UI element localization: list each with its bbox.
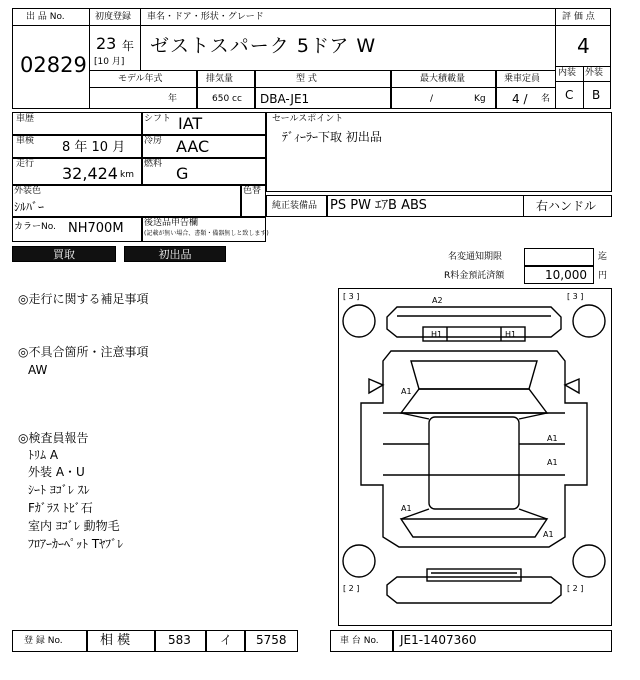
reg-div-3 — [205, 630, 207, 652]
defects-title: ◎不具合箇所・注意事項 — [18, 345, 149, 359]
first-reg-year-unit: 年 — [122, 39, 135, 53]
color-no-label: カラーNo. — [14, 222, 56, 232]
reg-div-4 — [244, 630, 246, 652]
name-change-label: 名変通知期限 — [448, 252, 503, 262]
name-change-unit: 迄 — [598, 252, 608, 262]
ext-color-label: 外装色 — [14, 186, 42, 196]
driving-title: ◎走行に関する補足事項 — [18, 292, 149, 306]
front-bumper — [387, 307, 561, 337]
spec-value-row — [89, 87, 556, 109]
displacement-value: 650 cc — [212, 94, 242, 104]
recycle-value: 10,000 — [545, 268, 587, 282]
mileage-label: 走行 — [16, 159, 35, 169]
equipment-label: 純正装備品 — [272, 201, 318, 211]
fuel-label: 燃料 — [144, 159, 163, 169]
load-unit: Kg — [474, 94, 486, 104]
details-div-color — [240, 184, 242, 216]
lot-number: 02829 — [20, 53, 87, 77]
car-name: ゼストスパーク 5ドア W — [150, 35, 377, 57]
mileage-value: 32,424 — [62, 164, 118, 183]
spec-div-3 — [390, 70, 392, 109]
capacity-unit: 名 — [541, 94, 551, 104]
mark-a1-front-left: A1 — [401, 387, 412, 396]
color-change-label: 色替 — [243, 186, 262, 196]
score-value: 4 — [577, 34, 590, 58]
recycle-unit: 円 — [598, 271, 608, 281]
equipment-div — [326, 195, 328, 217]
first-listing-badge: 初出品 — [124, 246, 226, 262]
inspection-value: 8 年 10 月 — [62, 140, 126, 155]
reg-label: 登 録 No. — [24, 636, 63, 646]
exterior-grade: B — [592, 88, 601, 102]
fuel-value: G — [176, 164, 189, 183]
buy-badge: 買取 — [12, 246, 116, 262]
capacity-label: 乗車定員 — [504, 74, 541, 84]
reg-div-1 — [86, 630, 88, 652]
reg-class: 583 — [168, 633, 191, 647]
spec-div-4 — [495, 70, 497, 109]
load-label: 最大積載量 — [420, 74, 466, 84]
details-div-colorno — [141, 216, 143, 242]
interior-label: 内装 — [558, 68, 577, 78]
type-label: 型 式 — [296, 74, 317, 84]
displacement-label: 排気量 — [206, 74, 234, 84]
reg-area: 相 模 — [100, 633, 131, 648]
details-div-h3 — [12, 184, 266, 186]
model-year-label: モデル年式 — [118, 74, 163, 84]
spec-div-2 — [254, 70, 256, 109]
sales-point-label: セールスポイント — [272, 114, 344, 124]
equipment-value: PS PW ｴｱB ABS — [330, 198, 427, 213]
inspector-line-6: ﾌﾛｱｰｶｰﾍﾟｯﾄ Tﾔﾌﾞﾚ — [28, 537, 124, 551]
ac-label: 冷房 — [144, 136, 163, 146]
inspector-line-4: Fｶﾞﾗｽ ﾄﾋﾞ石 — [28, 501, 93, 515]
reg-div-2 — [154, 630, 156, 652]
inspector-line-1: ﾄﾘﾑ A — [28, 448, 59, 462]
mark-a1-rear-right: A1 — [543, 530, 554, 539]
first-reg-label: 初度登録 — [95, 12, 132, 22]
details-div-v — [141, 112, 143, 184]
br-label: [ 2 ] — [567, 584, 584, 593]
car-body — [361, 351, 587, 547]
lot-label: 出 品 No. — [26, 12, 65, 22]
shift-label: シフト — [144, 114, 172, 124]
first-reg-year: 23 — [96, 34, 117, 53]
shift-value: IAT — [178, 114, 203, 133]
score-label: 評 価 点 — [562, 12, 595, 22]
first-reg-month: [10 月] — [94, 57, 125, 67]
load-value: / — [430, 94, 434, 104]
model-year-unit: 年 — [168, 94, 178, 104]
car-name-header: 車名・ドア・形状・グレード — [147, 12, 264, 22]
wheel-rear-left — [343, 545, 375, 577]
inspection-label: 車検 — [16, 136, 35, 146]
mark-h1-left: H1 — [431, 330, 443, 339]
interior-grade: C — [565, 88, 574, 102]
mark-a1-right-2: A1 — [547, 458, 558, 467]
chassis-number: JE1-1407360 — [400, 633, 477, 647]
capacity-value: 4 / — [512, 92, 528, 106]
details-div-h4 — [12, 216, 266, 218]
model-code: DBA-JE1 — [260, 92, 310, 106]
sales-point-value: ﾃﾞｨｰﾗｰ下取 初出品 — [282, 130, 382, 144]
exterior-label: 外装 — [585, 68, 604, 78]
tr-label: [ 3 ] — [567, 292, 584, 301]
mark-a1-right-1: A1 — [547, 434, 558, 443]
wheel-rear-right — [573, 545, 605, 577]
mark-a1-rear-left: A1 — [401, 504, 412, 513]
ext-color-value: ｼﾙﾊﾞｰ — [14, 200, 45, 214]
tl-label: [ 3 ] — [343, 292, 360, 301]
steering-value: 右ハンドル — [536, 199, 597, 213]
color-no-value: NH700M — [68, 221, 124, 236]
name-change-box — [524, 248, 594, 266]
chassis-label: 車 台 No. — [340, 636, 379, 646]
mileage-unit: km — [120, 170, 134, 180]
mark-h1-right: H1 — [505, 330, 517, 339]
ac-value: AAC — [176, 137, 210, 156]
inspector-line-5: 室内 ﾖｺﾞﾚ 動物毛 — [28, 519, 120, 533]
car-diagram — [339, 289, 611, 625]
inspector-title: ◎検査員報告 — [18, 431, 89, 445]
later-label: 後送品申告欄 — [144, 218, 199, 228]
reg-kana: イ — [220, 633, 233, 647]
recycle-label: R料金預託済額 — [444, 271, 505, 281]
sales-point-box — [266, 112, 612, 192]
chassis-div — [392, 630, 394, 652]
bl-label: [ 2 ] — [343, 584, 360, 593]
spec-div-1 — [196, 70, 198, 109]
defects-line-1: AW — [28, 363, 48, 377]
wheel-front-right — [573, 305, 605, 337]
car-diagram-frame — [338, 288, 612, 626]
later-note: (記載が無い場合、書類・備器無しと致します) — [144, 230, 269, 237]
details-div-h2 — [12, 157, 266, 159]
wheel-front-left — [343, 305, 375, 337]
inspector-line-3: ｼｰﾄ ﾖｺﾞﾚ ｽﾚ — [28, 483, 90, 497]
inspector-line-2: 外装 A・U — [28, 465, 85, 479]
reg-num: 5758 — [256, 633, 287, 647]
details-div-h1 — [12, 134, 266, 136]
mark-a2: A2 — [432, 296, 443, 305]
history-label: 車歴 — [16, 114, 35, 124]
